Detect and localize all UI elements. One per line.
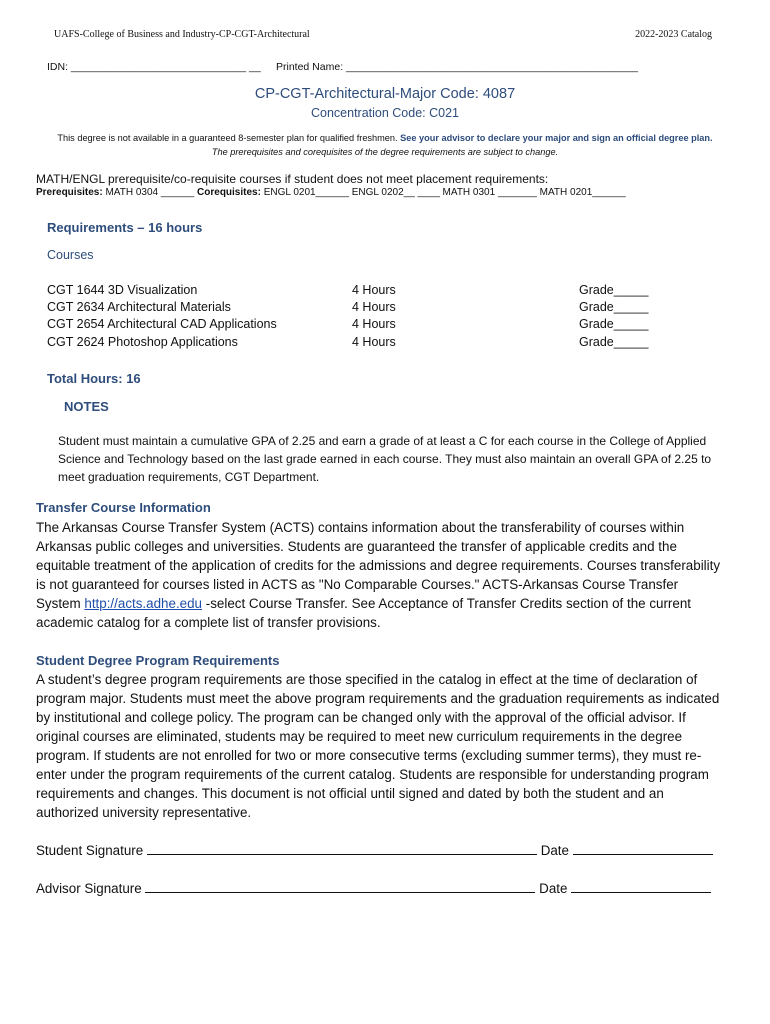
courses-heading: Courses bbox=[47, 248, 94, 262]
availability-emphasis: See your advisor to declare your major and sign an official degree plan. bbox=[400, 133, 713, 143]
advisor-date-line[interactable] bbox=[571, 880, 711, 893]
student-signature-line[interactable] bbox=[147, 842, 537, 855]
requirements-heading: Requirements – 16 hours bbox=[47, 220, 203, 235]
advisor-signature-label: Advisor Signature bbox=[36, 881, 142, 896]
idn-field: IDN: ______________________________ __ bbox=[47, 61, 261, 73]
prereq-change-note: The prerequisites and corequisites of the degree requirements are subject to change. bbox=[211, 147, 559, 157]
course-grade: Grade_____ bbox=[579, 300, 649, 314]
course-name: CGT 2624 Photoshop Applications bbox=[47, 335, 238, 349]
printed-name-field: Printed Name: __________________________________________________ bbox=[276, 61, 639, 73]
student-signature-label: Student Signature bbox=[36, 843, 144, 858]
course-name: CGT 2654 Architectural CAD Applications bbox=[47, 317, 277, 331]
math-engl-intro: MATH/ENGL prerequisite/co-requisite courses if student does not meet placement requirements: bbox=[36, 172, 549, 186]
availability-note bbox=[0, 133, 770, 143]
advisor-date-label: Date bbox=[539, 881, 568, 896]
coreq-label: Corequisites: bbox=[197, 187, 261, 198]
transfer-text-before: The Arkansas Course Transfer System (ACTS) contains information about the transferability of courses within Arkansas public colleges and universities. Students are guaranteed the transfer of applicable credits and the equitable treatment of the application of credits for the admissions and degree requirements. Courses transferability is not guaranteed for courses listed in ACTS as "No Comparable Courses." ACTS-Arkansas Course Transfer System bbox=[36, 520, 721, 611]
student-date-label: Date bbox=[540, 843, 569, 858]
student-date-line[interactable] bbox=[573, 842, 713, 855]
notes-text: Student must maintain a cumulative GPA of 2.25 and earn a grade of at least a C for each course in the College of Applied Science and Technology based on the last grade earned in each course. They must also maintain an overall GPA of 2.25 to meet graduation requirements, CGT Department. bbox=[58, 434, 712, 484]
prereq-value: MATH 0304 ______ bbox=[102, 187, 198, 198]
advisor-signature-line[interactable] bbox=[145, 880, 535, 893]
advisor-signature-row bbox=[36, 880, 711, 896]
header-college: UAFS-College of Business and Industry-CP-CGT-Architectural bbox=[54, 29, 310, 40]
program-requirements-text: A student’s degree program requirements are those specified in the catalog in effect at the time of declaration of program major. Students must meet the above program requirements and the graduation requirements as indicated by institutional and college policy. The program can be changed only with the approval of the official advisor. If original courses are eliminated, students may be required to meet new curriculum requirements in the degree program. If students are not enrolled for two or more consecutive terms (excluding summer terms), they must re-enter under the program requirements of the current catalog. Students are responsible for understanding program requirements and changes. This document is not official until signed and dated by both the student and an authorized university representative. bbox=[36, 672, 720, 820]
total-hours: Total Hours: 16 bbox=[47, 371, 141, 386]
availability-plain: This degree is not available in a guaranteed 8-semester plan for qualified freshmen. bbox=[57, 133, 401, 143]
transfer-text bbox=[36, 518, 724, 632]
header-catalog-year: 2022-2023 Catalog bbox=[635, 29, 712, 40]
course-hours: 4 Hours bbox=[352, 335, 396, 349]
prereq-label: Prerequisites: bbox=[36, 187, 103, 198]
page-title: CP-CGT-Architectural-Major Code: 4087 bbox=[254, 86, 516, 102]
transfer-heading: Transfer Course Information bbox=[36, 500, 211, 515]
course-hours: 4 Hours bbox=[352, 300, 396, 314]
acts-link[interactable]: http://acts.adhe.edu bbox=[84, 596, 203, 611]
course-grade: Grade_____ bbox=[579, 317, 649, 331]
notes-heading: NOTES bbox=[64, 399, 109, 414]
course-name: CGT 1644 3D Visualization bbox=[47, 283, 198, 297]
transfer-text-after: -select Course Transfer. See Acceptance of Transfer Credits section of the current academic catalog for a complete list of transfer provisions. bbox=[36, 596, 692, 630]
math-engl-requisites bbox=[36, 187, 626, 198]
student-signature-row bbox=[36, 842, 713, 858]
course-name: CGT 2634 Architectural Materials bbox=[47, 300, 231, 314]
concentration-code: Concentration Code: C021 bbox=[310, 106, 459, 120]
course-grade: Grade_____ bbox=[579, 335, 649, 349]
course-hours: 4 Hours bbox=[352, 283, 396, 297]
course-grade: Grade_____ bbox=[579, 283, 649, 297]
program-requirements-heading: Student Degree Program Requirements bbox=[36, 653, 280, 668]
coreq-value: ENGL 0201______ ENGL 0202__ ____ MATH 0301 _______ MATH 0201______ bbox=[260, 187, 626, 198]
course-hours: 4 Hours bbox=[352, 317, 396, 331]
